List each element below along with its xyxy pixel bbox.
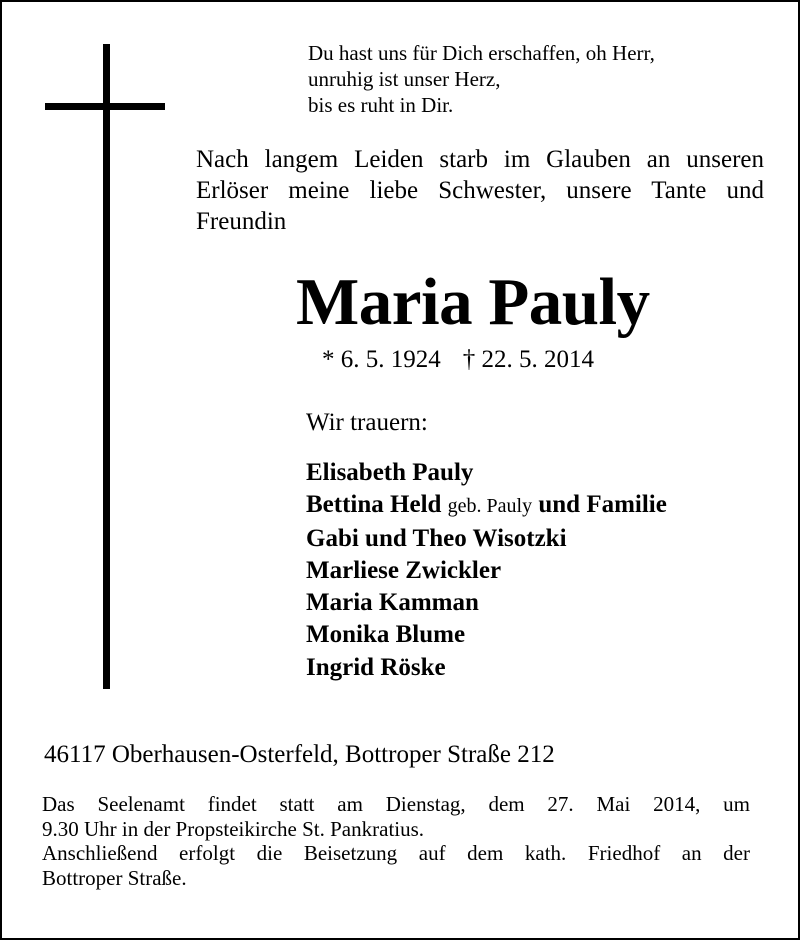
service-line: Bottroper Straße. bbox=[42, 865, 187, 890]
intro-line: Nach langem Leiden starb im Glauben an unseren bbox=[196, 146, 764, 173]
intro-line: Erlöser meine liebe Schwester, unsere Tante und bbox=[196, 177, 764, 204]
deceased-name: Maria Pauly bbox=[296, 265, 650, 339]
verse-line: unruhig ist unser Herz, bbox=[308, 67, 501, 91]
mourner-name: Maria Kamman bbox=[306, 589, 479, 617]
verse-line: Du hast uns für Dich erschaffen, oh Herr, bbox=[308, 41, 655, 65]
service-line: Anschließend erfolgt die Beisetzung auf dem kath. Friedhof an der bbox=[42, 841, 750, 865]
mourner-name: Gabi und Theo Wisotzki bbox=[306, 524, 567, 552]
service-info bbox=[42, 792, 750, 890]
mourner-name: Marliese Zwickler bbox=[306, 556, 502, 584]
birth-date: * 6. 5. 1924 bbox=[322, 346, 441, 373]
life-dates bbox=[322, 344, 594, 376]
service-line: 9.30 Uhr in der Propsteikirche St. Pankratius. bbox=[42, 816, 425, 841]
intro-line: Freundin bbox=[196, 208, 287, 235]
mourner-name: Elisabeth Pauly bbox=[306, 459, 474, 486]
service-line: Das Seelenamt findet statt am Dienstag, dem 27. Mai 2014, um bbox=[42, 792, 750, 816]
intro-text bbox=[196, 144, 764, 237]
mourners-list bbox=[306, 457, 667, 684]
address: 46117 Oberhausen-Osterfeld, Bottroper Straße 212 bbox=[44, 741, 555, 768]
verse-line: bis es ruht in Dir. bbox=[308, 93, 454, 117]
mourner-name: Ingrid Röske bbox=[306, 653, 446, 681]
verse bbox=[308, 40, 655, 118]
death-date: † 22. 5. 2014 bbox=[462, 346, 594, 373]
mourner-maiden-name: geb. Pauly bbox=[447, 495, 533, 518]
mourner-name-main: Bettina Held bbox=[306, 491, 442, 519]
mourner-name: Monika Blume bbox=[306, 621, 466, 649]
mourner-name bbox=[306, 489, 667, 522]
cross-vertical-beam bbox=[103, 44, 110, 689]
mourner-family-suffix: und Familie bbox=[538, 491, 667, 519]
mourners-heading: Wir trauern: bbox=[306, 409, 428, 436]
cross-horizontal-beam bbox=[45, 103, 165, 110]
